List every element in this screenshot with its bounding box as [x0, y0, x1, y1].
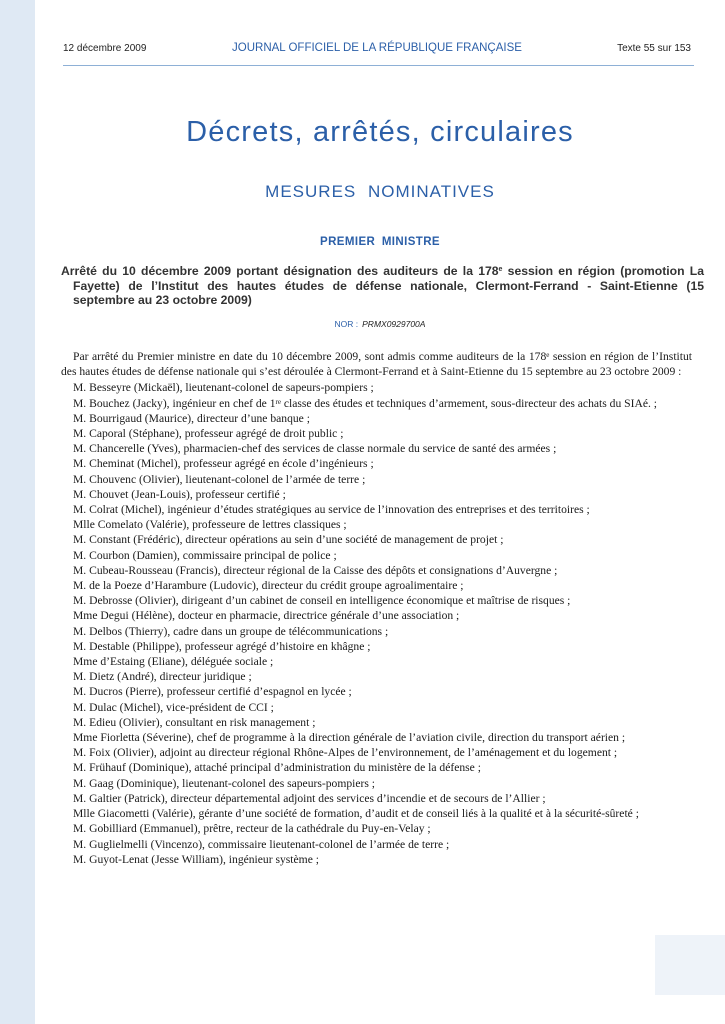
arrete-title-superscript: e — [498, 266, 503, 273]
intro-paragraph — [61, 349, 692, 379]
list-item: M. Ducros (Pierre), professeur certifié d’espagnol en lycée ; — [73, 685, 352, 699]
list-item: M. Cheminat (Michel), professeur agrégé en école d’ingénieurs ; — [73, 457, 374, 471]
intro-superscript: e — [546, 351, 550, 359]
auditor-list — [61, 380, 692, 867]
arrete-title-part2: session en région (promotion La Fayette) de l’Institut des hautes études de défense nationale, Clermont-Ferrand - Saint-Etienne (15 septembre au 23 octobre 2009) — [73, 264, 704, 307]
list-item: M. Colrat (Michel), ingénieur d’études stratégiques au service de l’innovation des entreprises et des territoires ; — [73, 503, 590, 517]
list-item: Mme d’Estaing (Eliane), déléguée sociale ; — [73, 655, 274, 669]
list-item: Mme Fiorletta (Séverine), chef de programme à la direction générale de l’aviation civile, direction du transport aérien ; — [73, 731, 626, 745]
corner-box — [655, 935, 725, 995]
arrete-title-part1: Arrêté du 10 décembre 2009 portant désignation des auditeurs de la 178 — [61, 264, 499, 278]
list-item: M. Courbon (Damien), commissaire principal de police ; — [73, 548, 337, 562]
list-item: M. Chouvet (Jean-Louis), professeur certifié ; — [73, 487, 286, 501]
list-item: M. Chancerelle (Yves), pharmacien-chef des services de classe normale du service de santé des armées ; — [73, 442, 557, 456]
arrete-title — [61, 264, 704, 308]
nor-label: NOR : — [334, 319, 359, 329]
ordinal-superscript: re — [275, 397, 281, 406]
list-item: M. Guglielmelli (Vincenzo), commissaire lieutenant-colonel de l’armée de terre ; — [73, 837, 450, 851]
nor-value: PRMX0929700A — [362, 319, 426, 329]
list-item: M. Dulac (Michel), vice-président de CCI ; — [73, 700, 274, 714]
intro-part1: Par arrêté du Premier ministre en date du 10 décembre 2009, sont admis comme auditeurs de la 178 — [73, 350, 547, 363]
header-divider — [63, 65, 694, 66]
list-item: M. de la Poeze d’Harambure (Ludovic), directeur du crédit groupe agroalimentaire ; — [73, 579, 464, 593]
body-text — [61, 349, 692, 867]
list-item: Mlle Giacometti (Valérie), gérante d’une société de formation, d’audit et de conseil liés à la qualité et à la sécurité-sûreté ; — [73, 807, 639, 821]
list-item: M. Frühauf (Dominique), attaché principal d’administration du ministère de la défense ; — [73, 761, 481, 775]
list-item: M. Bouchez (Jacky), ingénieur en chef de 1re classe des études et techniques d’armement, sous-directeur des achats du SIAé. ; — [73, 396, 657, 410]
document-page — [35, 0, 725, 1024]
list-item: M. Delbos (Thierry), cadre dans un groupe de télécommunications ; — [73, 624, 389, 638]
list-item: M. Galtier (Patrick), directeur départemental adjoint des services d’incendie et de secours de l’Allier ; — [73, 791, 546, 805]
main-title: Décrets, arrêtés, circulaires — [186, 116, 574, 148]
list-item: M. Edieu (Olivier), consultant en risk management ; — [73, 715, 316, 729]
list-item: M. Guyot-Lenat (Jesse William), ingénieur système ; — [73, 852, 319, 866]
list-item: M. Caporal (Stéphane), professeur agrégé de droit public ; — [73, 427, 344, 441]
intro-part2: session en région de l’Institut des hautes études de défense nationale qui s’est déroulée à Clermont-Ferrand et à Saint-Etienne du 15 septembre au 23 octobre 2009 : — [61, 350, 692, 379]
list-item: M. Foix (Olivier), adjoint au directeur régional Rhône-Alpes de l’environnement, de l’aménagement et du logement ; — [73, 746, 618, 760]
list-item: M. Cubeau-Rousseau (Francis), directeur régional de la Caisse des dépôts et consignations d’Auvergne ; — [73, 563, 558, 577]
header-text-number: Texte 55 sur 153 — [617, 43, 691, 54]
header-date: 12 décembre 2009 — [63, 43, 147, 54]
section-title: MESURES NOMINATIVES — [265, 182, 495, 201]
list-item: M. Dietz (André), directeur juridique ; — [73, 670, 252, 684]
list-item: M. Gobilliard (Emmanuel), prêtre, recteur de la cathédrale du Puy-en-Velay ; — [73, 822, 431, 836]
header-journal-title: JOURNAL OFFICIEL DE LA RÉPUBLIQUE FRANÇAISE — [232, 42, 522, 54]
list-item: M. Destable (Philippe), professeur agrégé d’histoire en khâgne ; — [73, 639, 371, 653]
list-item: M. Chouvenc (Olivier), lieutenant-colonel de l’armée de terre ; — [73, 472, 366, 486]
list-item: M. Debrosse (Olivier), dirigeant d’un cabinet de conseil en intelligence économique et maîtrise de risques ; — [73, 594, 571, 608]
ministry-heading: PREMIER MINISTRE — [320, 236, 440, 248]
list-item: M. Besseyre (Mickaël), lieutenant-colonel de sapeurs-pompiers ; — [73, 381, 374, 395]
list-item: Mlle Comelato (Valérie), professeure de lettres classiques ; — [73, 518, 347, 532]
list-item: M. Constant (Frédéric), directeur opérations au sein d’une société de management de projet ; — [73, 533, 504, 547]
list-item: M. Bourrigaud (Maurice), directeur d’une banque ; — [73, 411, 310, 425]
nor-reference — [35, 319, 725, 329]
list-item: Mme Degui (Hélène), docteur en pharmacie, directrice générale d’une association ; — [73, 609, 460, 623]
list-item: M. Gaag (Dominique), lieutenant-colonel des sapeurs-pompiers ; — [73, 776, 375, 790]
